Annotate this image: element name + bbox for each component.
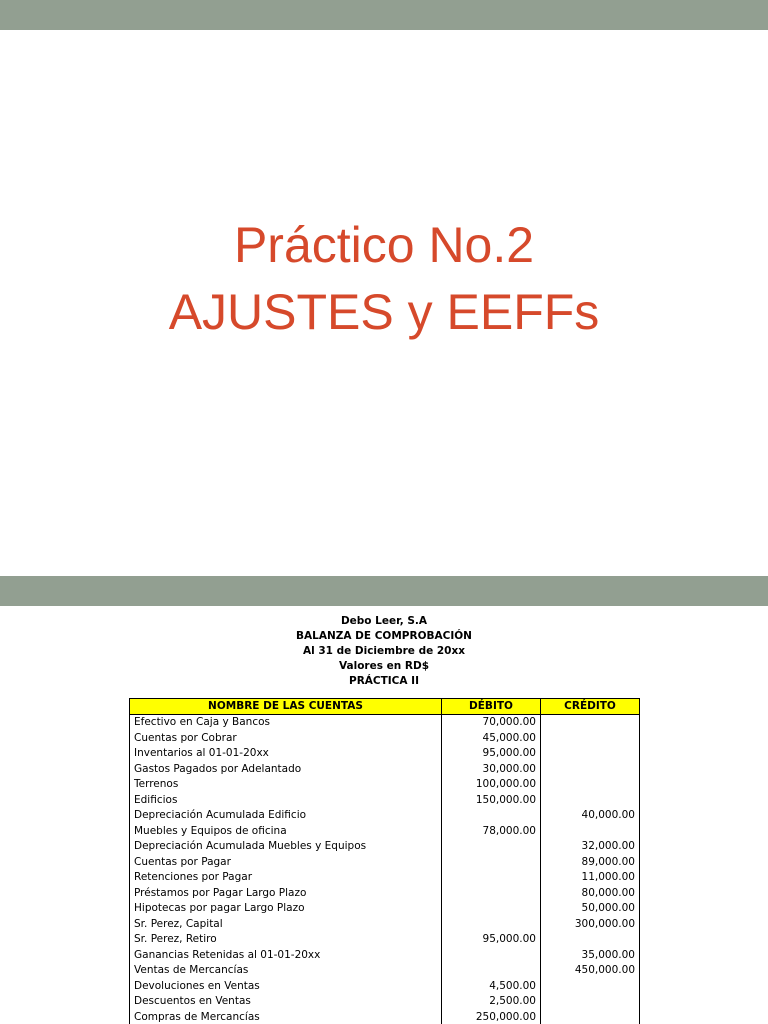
debit-cell: 250,000.00: [442, 1010, 541, 1024]
report-title: BALANZA DE COMPROBACIÓN: [296, 630, 472, 642]
credit-cell: [541, 746, 640, 762]
table-row: [130, 762, 640, 778]
table-row: [130, 994, 640, 1010]
debit-cell: 100,000.00: [442, 777, 541, 793]
debit-cell: [442, 839, 541, 855]
account-name-cell: Ventas de Mercancías: [130, 963, 442, 979]
account-name-cell: Descuentos en Ventas: [130, 994, 442, 1010]
credit-cell: [541, 793, 640, 809]
account-name-cell: Compras de Mercancías: [130, 1010, 442, 1024]
debit-cell: 95,000.00: [442, 932, 541, 948]
credit-cell: 89,000.00: [541, 855, 640, 871]
debit-cell: 45,000.00: [442, 731, 541, 747]
debit-cell: [442, 963, 541, 979]
debit-cell: [442, 886, 541, 902]
column-header-account: NOMBRE DE LAS CUENTAS: [130, 699, 442, 715]
table-row: [130, 777, 640, 793]
table-row: [130, 901, 640, 917]
top-accent-bar: [0, 0, 768, 30]
credit-cell: [541, 979, 640, 995]
report-practice: PRÁCTICA II: [349, 675, 419, 687]
credit-cell: [541, 731, 640, 747]
table-row: [130, 932, 640, 948]
credit-cell: 80,000.00: [541, 886, 640, 902]
table-row: [130, 886, 640, 902]
credit-cell: 300,000.00: [541, 917, 640, 933]
account-name-cell: Hipotecas por pagar Largo Plazo: [130, 901, 442, 917]
table-row: [130, 1010, 640, 1024]
table-row: [130, 948, 640, 964]
table-row: [130, 808, 640, 824]
table-row: [130, 963, 640, 979]
credit-cell: [541, 777, 640, 793]
credit-cell: [541, 1010, 640, 1024]
table-row: [130, 746, 640, 762]
table-row: [130, 793, 640, 809]
debit-cell: 2,500.00: [442, 994, 541, 1010]
account-name-cell: Edificios: [130, 793, 442, 809]
account-name-cell: Inventarios al 01-01-20xx: [130, 746, 442, 762]
account-name-cell: Muebles y Equipos de oficina: [130, 824, 442, 840]
table-row: [130, 839, 640, 855]
company-name: Debo Leer, S.A: [340, 615, 428, 627]
slide-title-line2: AJUSTES y EEFFs: [168, 284, 600, 340]
table-row: [130, 824, 640, 840]
account-name-cell: Efectivo en Caja y Bancos: [130, 715, 442, 731]
table-row: [130, 855, 640, 871]
trial-balance-slide: [0, 606, 768, 1024]
table-row: [130, 917, 640, 933]
title-slide: [0, 30, 768, 576]
report-date: Al 31 de Diciembre de 20xx: [302, 645, 466, 657]
account-name-cell: Cuentas por Pagar: [130, 855, 442, 871]
slide-title-line1: Práctico No.2: [233, 217, 535, 273]
credit-cell: [541, 762, 640, 778]
trial-balance-table: [129, 698, 640, 1024]
debit-cell: [442, 870, 541, 886]
debit-cell: 4,500.00: [442, 979, 541, 995]
table-row: [130, 979, 640, 995]
credit-cell: [541, 932, 640, 948]
account-name-cell: Gastos Pagados por Adelantado: [130, 762, 442, 778]
credit-cell: 40,000.00: [541, 808, 640, 824]
table-row: [130, 715, 640, 731]
debit-cell: 30,000.00: [442, 762, 541, 778]
account-name-cell: Sr. Perez, Capital: [130, 917, 442, 933]
credit-cell: 450,000.00: [541, 963, 640, 979]
report-currency: Valores en RD$: [338, 660, 429, 672]
column-header-credit: CRÉDITO: [541, 699, 640, 715]
table-row: [130, 731, 640, 747]
slide2-accent-bar: [0, 576, 768, 606]
debit-cell: 70,000.00: [442, 715, 541, 731]
account-name-cell: Préstamos por Pagar Largo Plazo: [130, 886, 442, 902]
credit-cell: [541, 994, 640, 1010]
account-name-cell: Ganancias Retenidas al 01-01-20xx: [130, 948, 442, 964]
debit-cell: [442, 917, 541, 933]
credit-cell: 50,000.00: [541, 901, 640, 917]
credit-cell: 11,000.00: [541, 870, 640, 886]
account-name-cell: Terrenos: [130, 777, 442, 793]
debit-cell: [442, 948, 541, 964]
account-name-cell: Devoluciones en Ventas: [130, 979, 442, 995]
account-name-cell: Sr. Perez, Retiro: [130, 932, 442, 948]
account-name-cell: Cuentas por Cobrar: [130, 731, 442, 747]
debit-cell: 78,000.00: [442, 824, 541, 840]
credit-cell: [541, 824, 640, 840]
credit-cell: 32,000.00: [541, 839, 640, 855]
debit-cell: 95,000.00: [442, 746, 541, 762]
debit-cell: [442, 808, 541, 824]
table-row: [130, 870, 640, 886]
credit-cell: [541, 715, 640, 731]
account-name-cell: Retenciones por Pagar: [130, 870, 442, 886]
debit-cell: 150,000.00: [442, 793, 541, 809]
column-header-debit: DÉBITO: [442, 699, 541, 715]
table-header-row: [130, 699, 640, 715]
debit-cell: [442, 901, 541, 917]
account-name-cell: Depreciación Acumulada Edificio: [130, 808, 442, 824]
account-name-cell: Depreciación Acumulada Muebles y Equipos: [130, 839, 442, 855]
credit-cell: 35,000.00: [541, 948, 640, 964]
debit-cell: [442, 855, 541, 871]
